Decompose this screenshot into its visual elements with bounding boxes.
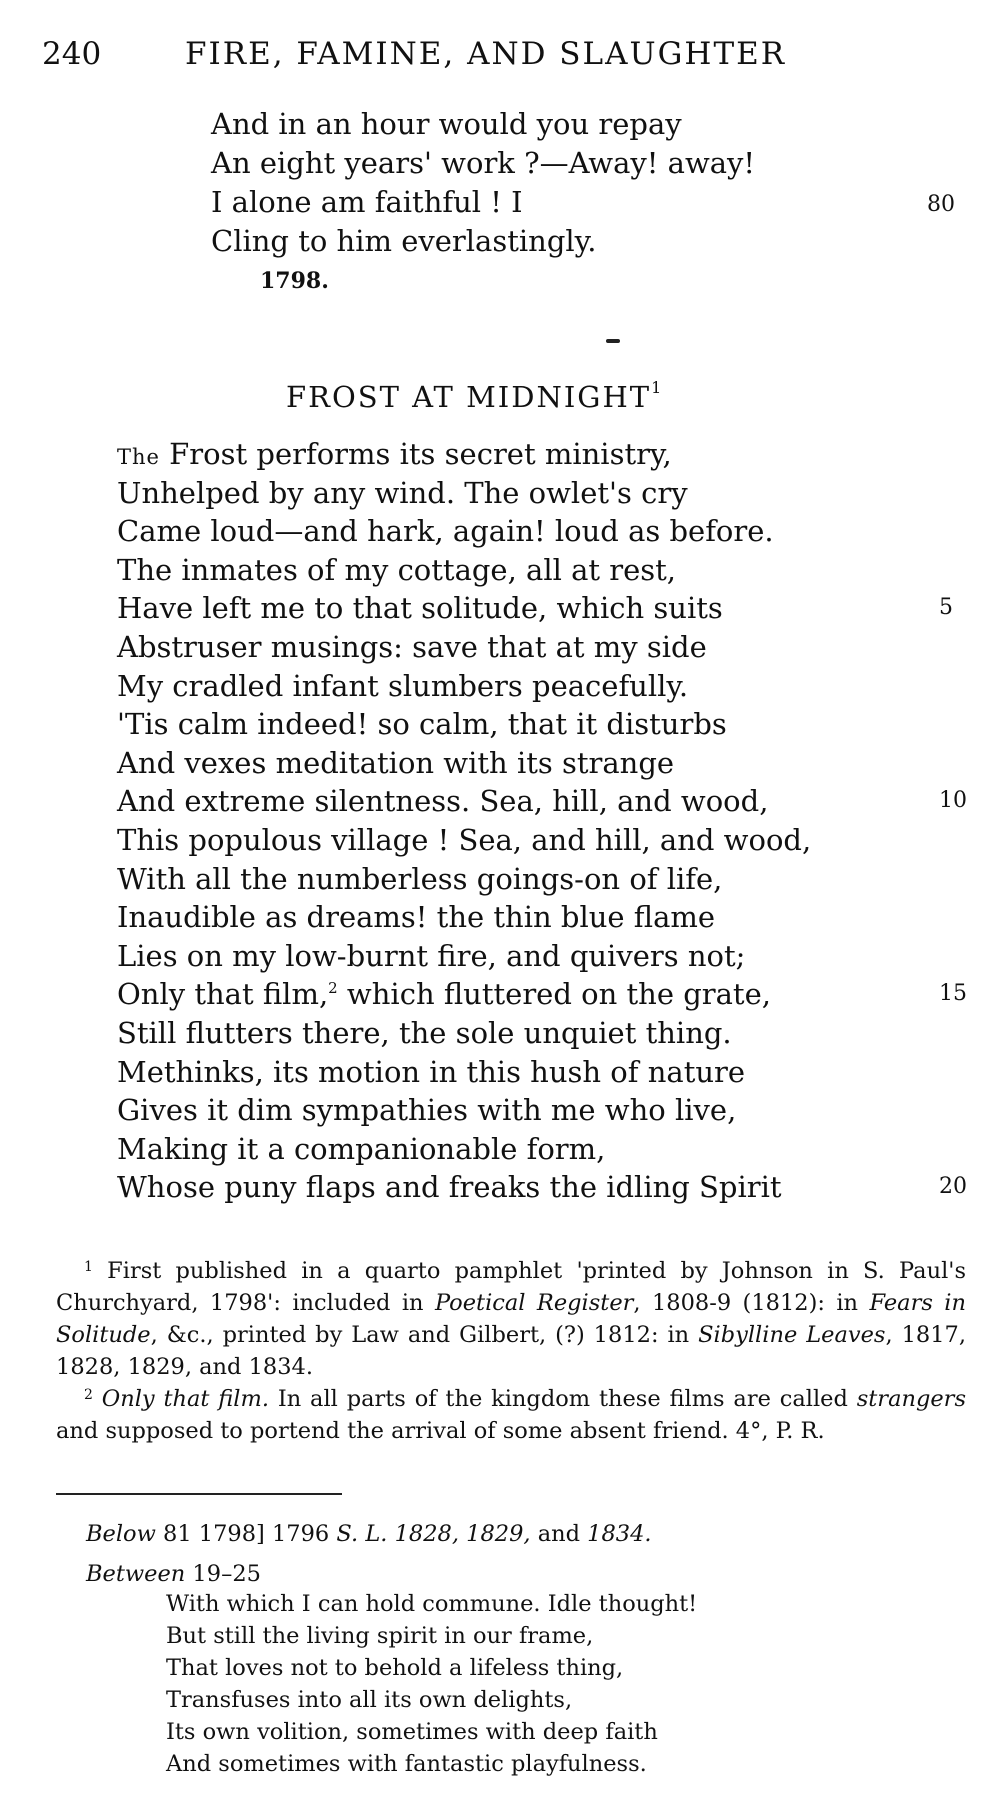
variant-lines (166, 1588, 906, 1780)
verse-line: Abstruser musings: save that at my side (117, 629, 707, 664)
page-header (42, 28, 982, 78)
verse-line: And vexes meditation with its strange (117, 745, 675, 780)
verse-line: The inmates of my cottage, all at rest, (117, 552, 677, 587)
verse-line: Gives it dim sympathies with me who live, (117, 1093, 737, 1128)
footnote-1: $^1$ First published in a quarto pamphlet 'printed by Johnson in S. Paul's Churchyard, 1798': included in Poetical Register, 1808-9 (1812): in Fears in Solitude, &c., printed by Law and Gilbert, (?) 1812: in Sibylline Leaves, 1817, 1828, 1829, and 1834. (56, 1258, 967, 1380)
variant-line: And sometimes with fantastic playfulness. (166, 1751, 647, 1777)
verse-line: And in an hour would you repay (211, 107, 682, 141)
line-number: 20 (939, 1174, 967, 1200)
line-number: 15 (939, 981, 967, 1007)
page-number: 240 (42, 36, 102, 72)
poem-body (117, 435, 977, 1207)
verse-line: Came loud—and hark, again! loud as before. (117, 514, 774, 549)
verse-line: An eight years' work ?—Away! away! (211, 146, 756, 180)
verse-line: This populous village ! Sea, and hill, and wood, (117, 822, 812, 857)
variant-line: With which I can hold commune. Idle thought! (166, 1591, 698, 1617)
verse-line: Whose puny flaps and freaks the idling Spirit 20 (117, 1168, 977, 1207)
line-number: 80 (927, 192, 955, 217)
verse-line: Unhelped by any wind. The owlet's cry (117, 475, 688, 510)
variant-line: That loves not to behold a lifeless thing, (166, 1655, 624, 1681)
footnote-2: $^2$ Only that film. In all parts of the kingdom these films are called strangers and supposed to portend the arrival of some absent friend. 4°, P. R. (56, 1386, 966, 1444)
variant-line: Its own volition, sometimes with deep faith (166, 1719, 658, 1745)
line-number: 10 (939, 788, 967, 814)
verse-line: The Frost performs its secret ministry, (117, 437, 672, 471)
previous-poem-ending (211, 105, 955, 261)
verse-line: I alone am faithful ! I 80 (211, 183, 951, 222)
footnote-marker: 2 (328, 979, 338, 998)
verse-line: 'Tis calm indeed! so calm, that it disturbs (117, 707, 727, 742)
verse-line: And extreme silentness. Sea, hill, and wood, 10 (117, 782, 977, 821)
verse-line: Cling to him everlastingly. (211, 224, 597, 258)
poem-title: FROST AT MIDNIGHT$^1$ (286, 378, 664, 414)
variant-line: But still the living spirit in our frame, (166, 1623, 594, 1649)
variant-line: Transfuses into all its own delights, (166, 1687, 573, 1713)
verse-line: With all the numberless goings-on of life, (117, 861, 723, 896)
poem-date: 1798. (260, 268, 329, 294)
verse-line: My cradled infant slumbers peacefully. (117, 668, 689, 703)
textual-variants (86, 1518, 966, 1777)
small-caps-opening: The (117, 445, 160, 469)
footnote-marker: 1 (651, 378, 664, 397)
verse-line: Inaudible as dreams! the thin blue flame (117, 900, 716, 935)
verse-line: Methinks, its motion in this hush of nature (117, 1054, 746, 1089)
running-title: FIRE, FAMINE, AND SLAUGHTER (185, 36, 787, 72)
variant-note-2: Between 19–25 (86, 1561, 261, 1587)
footnotes (56, 1255, 966, 1447)
verse-line: Have left me to that solitude, which suits 5 (117, 589, 977, 628)
variant-note-1: Below 81 1798] 1796 S. L. 1828, 1829, and 1834. (86, 1521, 652, 1547)
apparatus-rule (56, 1493, 342, 1495)
verse-line: Lies on my low-burnt fire, and quivers not; (117, 938, 746, 973)
verse-line: Only that film,$^2$ which fluttered on the grate, 15 (117, 975, 977, 1014)
line-number: 5 (939, 595, 953, 621)
verse-line: Making it a companionable form, (117, 1131, 606, 1166)
verse-line: Still flutters there, the sole unquiet thing. (117, 1015, 732, 1050)
section-divider (606, 339, 620, 343)
